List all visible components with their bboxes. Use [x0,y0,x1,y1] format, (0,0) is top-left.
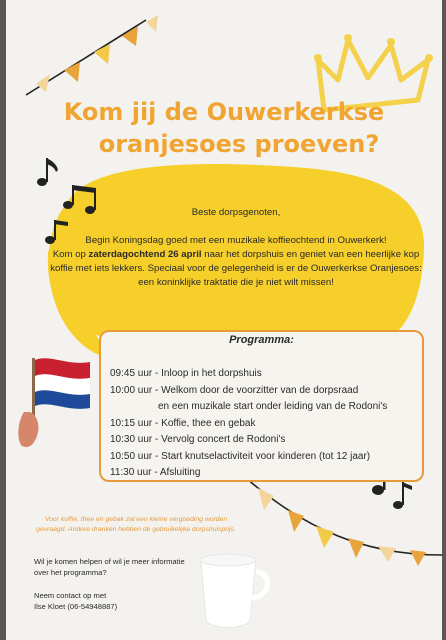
help-line-1: Wil je komen helpen of wil je meer informatie [34,557,185,566]
bunting-icon [246,478,442,566]
contact-info [34,590,234,612]
intro-line-2-post: naar het dorpshuis en geniet van een heerlijke kop koffie met iets lekkers. Speciaal voor de gelegenheid is er de Ouwerkerkse Oranjesoes: een koninklijke traktatie die je niet wilt missen! [50,249,422,288]
help-text [34,556,234,578]
list-item: 10:15 uur - Koffie, thee en gebak [110,417,256,429]
greeting: Beste dorpsgenoten, [191,207,281,218]
intro-text [46,206,426,290]
flyer [6,0,442,640]
list-item: 10:50 uur - Start knutselactiviteit voor kinderen (tot 12 jaar) [110,450,371,462]
programma-heading: Programma: [229,334,294,346]
intro-line-1: Begin Koningsdag goed met een muzikale koffieochtend in Ouwerkerk! [85,235,387,246]
contact-line-1: Neem contact op met [34,591,107,600]
intro-line-2-pre: Kom op [52,249,89,260]
list-item: 10:00 uur - Welkom door de voorzitter van de dorpsraad [110,384,359,396]
title-line-2: oranjesoes proeven? [98,130,380,158]
list-item: en een muzikale start onder leiding van de Rodoni's [158,401,388,412]
list-item: 09:45 uur - Inloop in het dorpshuis [110,368,262,379]
title-line-1: Kom jij de Ouwerkerkse [63,98,385,126]
programma-list [110,366,420,482]
intro-date: zaterdagochtend 26 april [88,249,202,260]
contact-line-2: Ilse Kloet (06-54948887) [34,602,118,611]
flag-icon [18,358,90,447]
intro-paragraph [46,234,426,290]
list-item: 11:30 uur - Afsluiting [110,467,201,478]
bunting-icon [26,15,158,95]
price-note: Voor koffie, thee en gebak zal een kleine vergoeding worden gevraagd. Andere dranken hebben de gebruikelijke dorpshuisprijs. [36,516,236,533]
page-title [6,96,442,160]
list-item: 10:30 uur - Vervolg concert de Rodoni's [110,434,286,445]
help-line-2: over het programma? [34,568,107,577]
